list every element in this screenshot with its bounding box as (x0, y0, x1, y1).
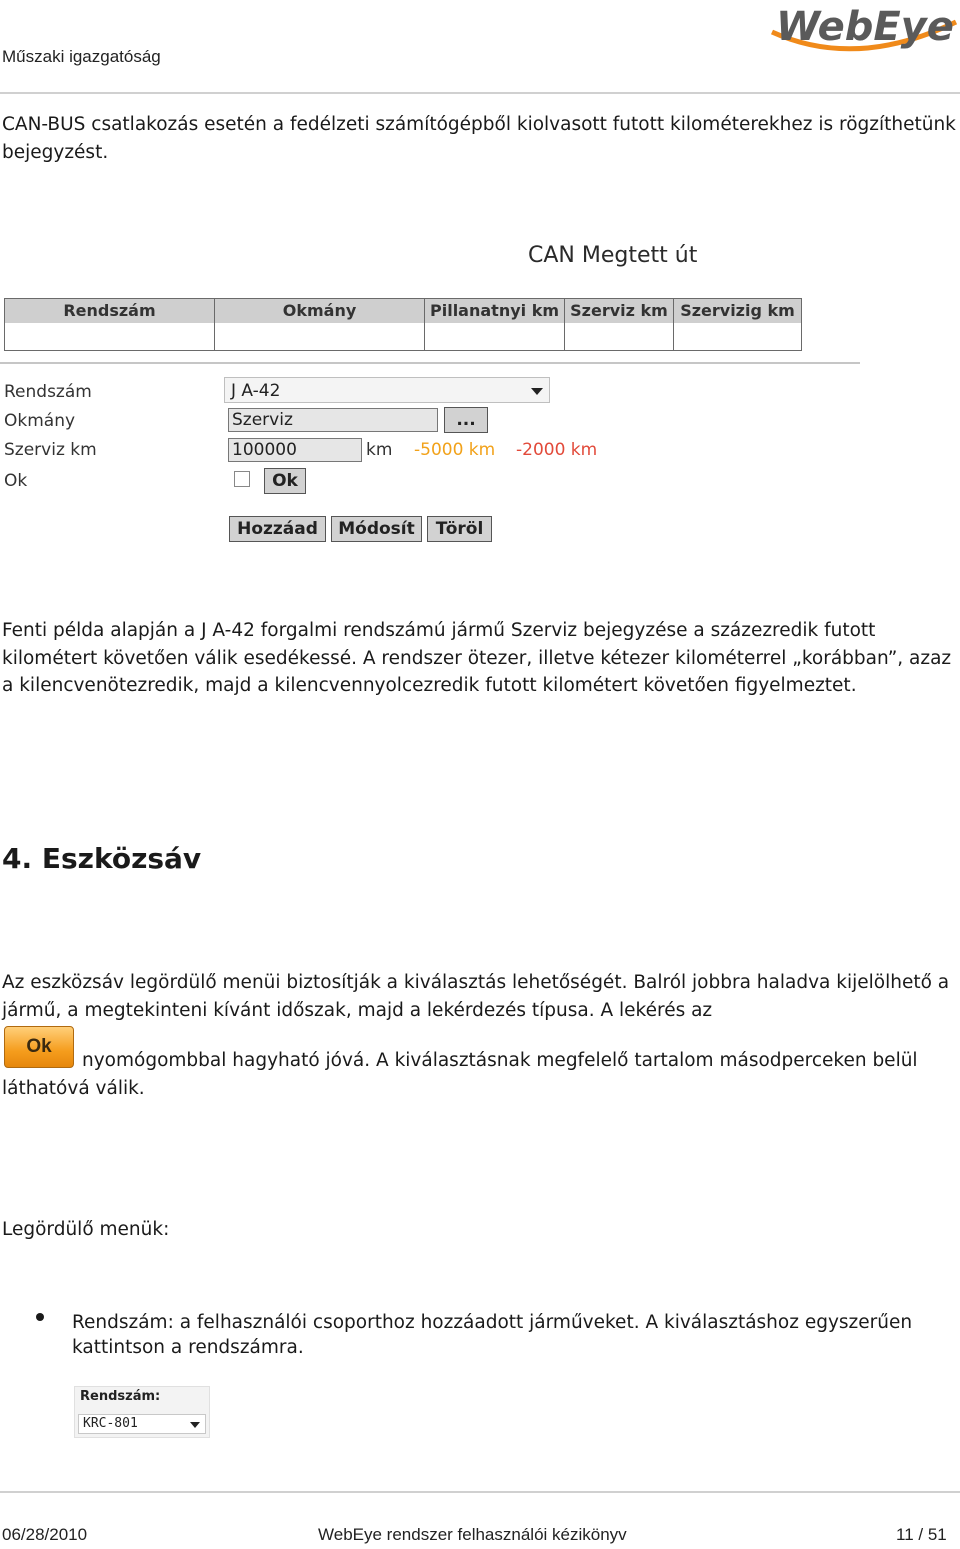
bullet-icon (36, 1313, 44, 1321)
header-title: Műszaki igazgatóság (2, 47, 161, 66)
column-header[interactable]: Pillanatnyi km (425, 299, 565, 323)
ok-button[interactable]: Ok (264, 468, 306, 494)
table-cell (5, 323, 215, 350)
webeye-logo (766, 0, 960, 62)
can-form-screenshot (0, 235, 862, 555)
table-cell (674, 323, 801, 350)
warning-2000: -2000 km (516, 440, 598, 460)
header-divider (0, 92, 960, 94)
table-cell (215, 323, 425, 350)
footer-divider (0, 1491, 960, 1493)
form-separator (0, 362, 860, 364)
dropdown-heading: Legördülő menük: (2, 1219, 170, 1240)
toolbar-paragraph: Az eszközsáv legördülő menüi biztosítják a kiválasztás lehetőségét. Balról jobbra haladva kijelölhető a jármű, a megtekinteni kívánt időszak, majd a lekérdezés típusa. A lekérés az (2, 972, 950, 1021)
modify-button[interactable]: Módosít (331, 516, 422, 542)
km-unit: km (366, 440, 393, 460)
footer-title: WebEye rendszer felhasználói kézikönyv (318, 1525, 627, 1544)
table-cell (425, 323, 565, 350)
okmany-input[interactable]: Szerviz (228, 408, 438, 432)
rendszam-widget (74, 1386, 210, 1438)
chevron-down-icon[interactable] (190, 1422, 200, 1428)
ok-label: Ok (4, 471, 28, 491)
rendszam-widget-select[interactable] (78, 1414, 206, 1434)
column-header[interactable]: Szervizig km (680, 301, 795, 320)
rendszam-label: Rendszám (4, 382, 92, 402)
szerviz-km-input[interactable]: 100000 (228, 438, 362, 462)
section-heading: 4. Eszközsáv (2, 842, 202, 875)
logo-text: WebEye (776, 4, 954, 50)
ok-checkbox[interactable] (234, 471, 250, 487)
rendszam-select-value: J A-42 (231, 381, 281, 401)
add-button[interactable]: Hozzáad (229, 516, 326, 542)
can-form-title: CAN Megtett út (528, 243, 698, 268)
ok-icon: Ok (4, 1026, 74, 1068)
table-cell (565, 323, 674, 350)
chevron-down-icon[interactable] (531, 388, 543, 395)
table-header (4, 298, 802, 324)
footer-page: 11 / 51 (896, 1525, 947, 1544)
warning-5000: -5000 km (414, 440, 496, 460)
toolbar-paragraph-cont: nyomógombbal hagyható jóvá. A kiválasztásnak megfelelő tartalom másodperceken belül láthatóvá válik. (2, 1050, 918, 1099)
okmany-label: Okmány (4, 411, 76, 431)
delete-button[interactable]: Töröl (427, 516, 492, 542)
example-paragraph: Fenti példa alapján a J A-42 forgalmi rendszámú jármű Szerviz bejegyzése a százezredik futott kilométert követően válik esedékessé. A rendszer ötezer, illetve kétezer kilométerrel „korábban”, azaz a kilencvenötezredik, majd a kilencvennyolcezredik futott kilométert követően figyelmeztet. (2, 620, 952, 696)
rendszam-widget-value: KRC-801 (83, 1416, 138, 1431)
szerviz-km-label: Szerviz km (4, 440, 97, 460)
rendszam-select[interactable] (224, 377, 550, 403)
column-header[interactable]: Szerviz km (565, 299, 674, 323)
column-header[interactable]: Okmány (215, 299, 425, 323)
intro-paragraph: CAN-BUS csatlakozás esetén a fedélzeti számítógépből kiolvasott futott kilométerekhez is rögzíthetünk bejegyzést. (2, 114, 956, 163)
rendszam-widget-label: Rendszám: (80, 1389, 161, 1404)
column-header[interactable]: Rendszám (5, 299, 215, 323)
list-item: Rendszám: a felhasználói csoporthoz hozzáadott járműveket. A kiválasztáshoz egyszerűen kattintson a rendszámra. (72, 1312, 913, 1358)
table-row[interactable] (4, 323, 802, 351)
browse-button[interactable]: ... (444, 407, 488, 433)
footer-date: 06/28/2010 (2, 1525, 88, 1544)
